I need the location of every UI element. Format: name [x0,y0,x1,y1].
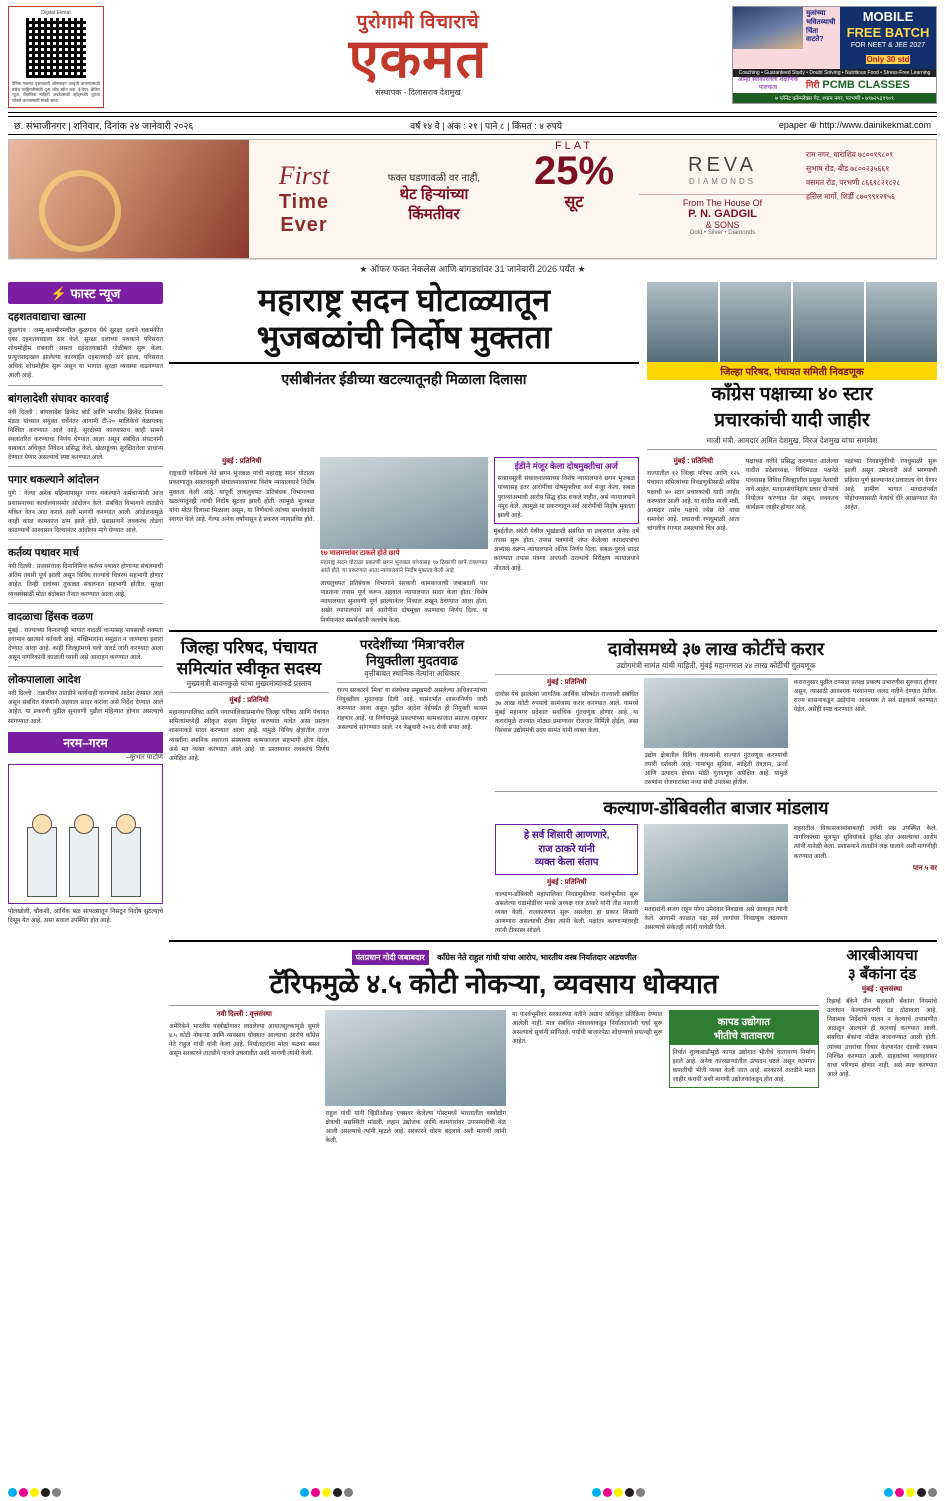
news-body: कुळगाव : जम्मू-काश्मीरमधील कुळगाव येथे सुरक्षा दलाने चकमकीत एका दहशतवाद्याला ठार केले. सुरक्षा दलाच्या पथकाने परिसरात शोधमोहीम राबवली असता दहशतवाद्यांनी गोळीबार सुरू केला. प्रत्युत्तरादाखल झालेल्या कारवाईत दहशतवादी ठार झाला. परिसरात अधिक शोधमोहीम सुरू असून या भागात सुरक्षा व्यवस्था वाढवण्यात आली आहे. [8,326,163,380]
lightning-icon: ⚡ [50,285,67,301]
ad-free-batch-label: FREE BATCH [846,25,930,40]
lead-photo [320,457,487,549]
mitra-headline-1: परदेशींच्या 'मित्रा'वरील [359,636,465,652]
kalyan-body-1: कल्याण-डोंबिवली महापालिका निवडणुकीच्या पार्श्वभूमीवर सुरू असलेल्या घडामोडींवर मनसे अध्यक्ष राज ठाकरे यांनी तीव्र नाराजी व्यक्त केली. राजकारणात सुरू असलेला हा प्रकार शिसारी आणणारा असल्याची टीका त्यांनी केली. पक्षांतर करणाऱ्यांवरही त्यांनी टीकास्त्र सोडले. [495,890,639,935]
news-title: कर्तव्य पथावर मार्च [8,547,79,560]
right-body-3: पक्षांच्या निवडणुकीची रणधुमाळी सुरू झाली असून उमेदवारी अर्ज भरण्याची प्रक्रिया पूर्ण झाल्यानंतर प्रचाराला वेग येणार आहे. ग्रामीण भागात मतदारांपर्यंत पोहोचण्यासाठी नेत्यांचे दौरे आखण्यात येत आहेत. [844,458,938,511]
davos-headline: दावोसमध्ये ३७ लाख कोटींचे करार [607,638,825,659]
qr-title: Digital Ekmat [41,10,71,16]
textile-box-title-2: भीतीचे वातावरण [713,1030,774,1042]
fast-news-item[interactable] [8,392,163,463]
fast-news-item[interactable] [8,673,163,726]
news-body: नवी दिल्ली : तक्रारींवर तातडीने कार्यवाही करण्याचे आदेश देण्यात आले असून संबंधित यंत्रणांनी अहवाल सादर करावा असे निर्देश देण्यात आले आहेत. या प्रकरणी पुढील सुनावणी पुढील महिन्यात होणार असल्याचे सांगण्यात आले. [8,690,163,725]
house-label: From The House Of [639,194,806,208]
main-column [169,282,937,1146]
contact-item: हरिोल मार्गो, शिर्डी ८७०९९१२१५६ [806,192,895,202]
davos-body-2: उद्योग क्षेत्रातील विविध कंपन्यांनी राज्यात गुंतवणूक करण्याची तयारी दर्शवली आहे. पायाभूत सुविधा, माहिती तंत्रज्ञान, ऊर्जा आणि उत्पादन क्षेत्रात मोठी गुंतवणूक अपेक्षित आहे. यामुळे तरुणांना रोजगाराच्या नव्या संधी उपलब्ध होतील. [644,751,788,787]
offer-line3: किंमतीवर [408,206,460,224]
news-title: बांगलादेशी संघावर कारवाई [8,392,109,405]
qr-caption: दैनिक एकमत वृत्तपत्राची ऑनलाइन आवृत्ती वाचण्यासाठी तसेच जाहिरातीसाठी QR कोड स्कॅन करा. ई-पेपर, ब्रेकिंग न्यूज, शैक्षणिक माहिती अपडेटसाठी व्हॉट्सअ‍ॅप ग्रुपला जोडले जाण्यासाठी संपर्क साधा. [12,81,100,104]
kalyan-body-3: शहरातील विकासकामांबाबतही त्यांनी प्रश्न उपस्थित केले. नागरिकांच्या मूलभूत सुविधांकडे दुर्लक्ष होत असल्याचा आरोप त्यांनी यावेळी केला. प्रशासनाने तातडीने लक्ष घालावे अशी मागणीही करण्यात आली. [793,825,937,860]
textile-box-text: निर्यात शुल्कवाढीमुळे कापड उद्योगात भीतीचे वातावरण निर्माण झाले आहे. अनेक कारखान्यांतील उत्पादन घटले असून कामगार कपातीची भीती व्यक्त केली जात आहे. सरकारने तातडीने मदत जाहीर करावी अशी मागणी उद्योजकांकडून होत आहे. [672,1048,815,1084]
lead-headline-line2: भुजबळांची निर्दोष मुक्तता [256,319,552,356]
rbi-body: रिझर्व्ह बँकेने तीन सहकारी बँकांना नियमांचे उल्लंघन केल्याप्रकरणी दंड ठोठावला आहे. नियामक निर्देशांचे पालन न केल्याचे तपासणीत आढळून आल्याने ही कारवाई करण्यात आली. संबंधित बँकांना नोटीस बजावण्यात आली होती. त्यांच्या उत्तरांचा विचार केल्यानंतर दंडाची रक्कम निश्चित करण्यात आली. ग्राहकांच्या व्यवहारांवर याचा परिणाम होणार नाही, असे स्पष्ट करण्यात आले आहे. [827,997,937,1079]
fast-news-header [8,282,163,304]
lead-body-3: मुंबईतील अंधेरी येथील भूखंडाशी संबंधित या प्रकरणात अनेक वर्षे तपास सुरू होता. तपास यंत्रणांनी जप्त केलेल्या कागदपत्रांचा अभ्यास करून न्यायालयाने अंतिम निर्णय दिला. सबळ पुरावे सादर करण्यात तपास यंत्रणा अपयशी ठरल्याचे निरीक्षण न्यायालयाने नोंदवले आहे. [493,527,639,572]
kalyan-body-2: मतदारांनी सजग राहून योग्य उमेदवार निवडावा असे आवाहन त्यांनी केले. आगामी काळात पक्ष सर्व जागांवर निवडणूक लढवणार असल्याचे संकेतही त्यांनी यावेळी दिले. [644,906,788,932]
lead-box-col [494,457,639,624]
zp-body: महानगरपालिका आणि नगरपालिकांप्रमाणेच जिल्हा परिषद आणि पंचायत समित्यांमध्येही स्वीकृत सदस्य नियुक्त करण्यात यावेत असा प्रस्ताव शासनाकडे सादर करण्यात आला आहे. यामुळे विविध क्षेत्रांतील तज्ज्ञ व्यक्तींना स्थानिक स्वराज्य संस्थांच्या कामकाजात सहभागी होता येईल, असे मत व्यक्त करण्यात आले आहे. या प्रस्तावावर लवकरच निर्णय अपेक्षित आहे. [169,709,329,762]
top-advertisement[interactable] [732,6,937,104]
masthead [8,6,937,113]
rbi-headline-1: आरबीआयचा [846,947,918,965]
tariff-story[interactable] [169,947,819,1145]
right-headline-line2: प्रचारकांची यादी जाहीर [714,410,870,432]
right-subheadline: माजी मंत्री, आमदार अमित देशमुख, विरज देशमुख यांचा समावेश [647,436,937,450]
masthead-kicker: पुरोगामी विचाराचे [356,12,480,33]
tariff-subhead: काँग्रेस नेते राहुल गांधी यांचा आरोप, भारतीय वस्त्र निर्यातदार अडचणीत [437,953,637,963]
zp-byline: मुंबई : प्रतिनिधी [229,697,269,705]
page-reference[interactable]: पान ५ वर [913,864,937,872]
cartoon-section [8,732,163,925]
news-title: लोकपालाला आदेश [8,674,81,687]
lead-box-title: ईडीने मंजूर केला दोषमुक्तीचा अर्ज [514,461,618,472]
lead-col-1 [169,457,314,624]
lead-photo-kicker: १७ मालमत्तांवर टाकले होते छापे [320,550,400,558]
color-swatch-group [884,1488,937,1497]
contact-item: सुभाष रोड, बीड ७८००२३५६६१ [806,163,890,173]
tariff-headline: टॅरिफमुळे ४.५ कोटी नोकऱ्या, व्यवसाय धोक्यात [269,969,719,1000]
tariff-byline: नवी दिल्ली : वृत्तसंस्था [216,1010,272,1018]
kalyan-byline: मुंबई : प्रतिनिधी [546,878,587,886]
registration-color-bars [8,1488,937,1497]
news-body: मुंबई : राज्याच्या किनारपट्टी भागात वादळी वाऱ्यासह पावसाची शक्यता हवामान खात्याने वर्तवली आहे. मच्छिमारांना समुद्रात न जाण्याचा इशारा देण्यात आला आहे. काही जिल्ह्यांमध्ये यलो अलर्ट जारी करण्यात आला असून नागरिकांनी काळजी घ्यावी असे आवाहन करण्यात आले. [8,626,163,662]
kalyan-pullquote [495,824,638,875]
davos-story[interactable] [495,637,937,936]
lead-headline-line1: महाराष्ट्र सदन घोटाळ्यातून [258,281,550,318]
brand-subtitle: DIAMONDS [688,176,757,186]
lead-subheadline: एसीबीनंतर ईडीच्या खटल्यातूनही मिळाला दिलासा [281,371,527,388]
lead-body-1: राष्ट्रवादी काँग्रेसचे नेते छगन भुजबळ यांची महाराष्ट्र सदन घोटाळा प्रकरणातून सक्तवसुली संचालनालयाच्या विशेष न्यायालयाने निर्दोष मुक्तता केली आहे. यापूर्वी लाचलुचपत प्रतिबंधक विभागाच्या खटल्यातूनही त्यांची निर्दोष सुटका झाली होती. त्यामुळे भुजबळ यांना मोठा दिलासा मिळाला असून, या निर्णयाचे त्यांच्या समर्थकांनी स्वागत केले आहे. गेल्या अनेक वर्षांपासून हे प्रकरण न्यायप्रविष्ट होते. [169,470,315,523]
qr-code-icon [26,18,86,78]
tariff-photo [325,1010,506,1106]
jewellery-advertisement[interactable] [8,139,937,277]
offer-line1: फक्त घडणावळी वर नाही, [387,172,481,184]
left-column [8,282,163,1146]
qr-box [8,6,104,108]
ad-exam-label: FOR NEET & JEE 2027 [850,42,926,49]
textile-box-title-1: कापड उद्योगात [717,1016,770,1028]
ad-mobile-label: MOBILE [862,9,914,24]
right-top-story [647,282,937,454]
mitra-story[interactable] [337,637,487,936]
date-bar [8,116,937,135]
kalyan-photo [644,824,787,902]
cartoon-image [8,764,163,904]
lead-body-2: लाचलुचपत प्रतिबंधक विभागाने सरकारी कामकाजाची जबाबदारी पार पाडताना तपास पूर्ण करून अहवाल न्यायालयात सादर केला होता. विशेष न्यायालयात सुनावणी पूर्ण झाल्यानंतर निकाल राखून ठेवण्यात आला होता. अखेर न्यायालयाने सर्व आरोपींना दोषमुक्त करण्याचा निर्णय दिला. या निर्णयानंतर समर्थकांनी जल्लोष केला. [320,579,488,624]
main-content-grid [8,282,937,1146]
discount-percent: 25% [533,148,615,193]
right-body-1: राज्यातील १२ जिल्हा परिषद आणि १२५ पंचायत समित्यांच्या निवडणुकीसाठी काँग्रेस पक्षाची ४० स्टार प्रचारकांची यादी जाहीर करण्यात आली आहे. या यादीत माजी मंत्री, आमदार तसेच पक्षाचे ज्येष्ठ नेते यांचा समावेश आहे. प्रचाराची रणधुमाळी आता चांगलीच रंगणार असल्याचे चित्र आहे. [647,470,740,533]
news-body: नवी दिल्ली : बांगलादेश क्रिकेट बोर्ड आणि भारतीय क्रिकेट नियामक मंडळ यांच्यात संयुक्त चर्चेनंतर आगामी टी-२० मालिकेचे वेळापत्रक निश्चित करण्यात आले आहे. सुरक्षेच्या कारणास्तव काही सामने स्थलांतरित करण्याचा निर्णय घेण्यात आला असून संबंधित संघटनांनी याबाबत अधिकृत निवेदन प्रसिद्ध केले. खेळाडूंच्या सुरक्षिततेला प्राधान्य देण्यात येणार असल्याचे स्पष्ट करण्यात आले. [8,408,163,462]
news-body: नवी दिल्ली : प्रजासत्ताक दिनानिमित्त कर्तव्य पथावर होणाऱ्या संचलनाची अंतिम तयारी पूर्ण झाली असून विविध राज्यांचे चित्ररथ सहभागी होणार आहेत. तिन्ही दलांच्या तुकड्या संचलनात सहभागी होतील. सुरक्षा व्यवस्थेसाठी मोठा बंदोबस्त तैनात करण्यात आला आहे. [8,563,163,598]
right-body-2: पक्षाच्या वतीने प्रसिद्ध करण्यात आलेल्या यादीत प्रदेशाध्यक्ष, विधिमंडळ पक्षनेते यांच्यासह विविध जिल्ह्यांतील प्रमुख नेत्यांची नावे आहेत. मतदारसंघनिहाय प्रचार दौऱ्यांचे नियोजन करण्यात येत असून, लवकरच कार्यक्रम जाहीर होणार आहे. [745,458,839,511]
bottom-section [169,947,937,1145]
right-headline-line1: काँग्रेस पक्षाच्या ४० स्टार [711,383,873,405]
epaper-link[interactable]: epaper ⊕ http://www.dainikekmat.com [778,119,931,130]
ad-pcmb-label: PCMB CLASSES [822,78,910,91]
mitra-body: राज्य सरकारने 'मित्रा' या संस्थेच्या प्रमुखपदी असलेल्या अधिकाऱ्यांच्या नियुक्तीला मुदतवाढ दिली आहे. यासंदर्भात शासननिर्णय जारी करण्यात आला असून पुढील आदेश येईपर्यंत ही नियुक्ती कायम राहणार आहे. या निर्णयामुळे प्रकल्पांच्या कामकाजात सातत्य राहणार असल्याचे सांगण्यात आले. २१ फेब्रुवारी २०२६ रोजी संपत आहे. [337,687,487,731]
news-body: पुणे : गेल्या अनेक महिन्यांपासून पगार थकल्याने कर्मचाऱ्यांनी आज प्रशासनाच्या कार्यालयासमोर आंदोलन केले. संबंधित विभागाने तातडीने थकित वेतन अदा करावे अशी मागणी करण्यात आली. आंदोलनामुळे काही काळ कामकाज ठप्प झाले होते. प्रशासनाने लवकरच तोडगा काढण्याचे आश्वासन दिल्यानंतर आंदोलन मागे घेण्यात आले. [8,490,163,534]
cartoonist-name: –कुंभार पाटोणे [125,753,163,761]
flat-label: FLAT [554,139,594,152]
lead-photo-col [320,457,487,624]
portrait [866,282,937,362]
zp-headline-1: जिल्हा परिषद, पंचायत [180,637,318,657]
davos-photo [644,678,787,748]
color-swatch-group [592,1488,645,1497]
ad-time: Time [278,190,330,213]
brand-block [639,140,806,258]
ad-only-label: Only 30 std [866,55,910,64]
tariff-body-2: राहुल गांधी यांनी व्हिडीओसह एक्सवर केलेल्या पोस्टमध्ये भारतातील वस्त्रोद्योग क्षेत्राची सद्यस्थिती मांडली. लहान उद्योजक आणि कामगारांवर उपासमारीची वेळ आली असल्याचे त्यांनी म्हटले आहे. सरकारने धोरण बदलावे अशी मागणी त्यांनी केली. [325,1109,507,1145]
fast-news-item[interactable] [8,473,163,535]
brand-name: REVA [688,153,757,176]
tariff-badge: पंतप्रधान गोदी जबाबदार [352,950,429,965]
discount-word: सूट [564,193,584,211]
lead-story-header [169,282,639,454]
ad-we-provide: आम्ही स्वीकारलेला शैक्षणिक पालकत्व [737,77,799,91]
davos-subhead: उद्योगमंत्री सामंत यांची माहिती, मुंबई महानगरात २४ लाख कोटींची गुंतवणूक [495,661,937,675]
fast-news-item[interactable] [8,546,163,599]
discount-block [509,140,639,258]
offer-validity-note: ★ ऑफर फक्त नेकलेस आणि बांगड्यांवर 31 जानेवारी 2026 पर्यंत ★ [8,259,937,277]
pullquote-line3: व्यक्त केला संताप [534,857,599,869]
ad-ever: Ever [280,213,328,236]
right-col-3 [844,457,937,533]
jewellery-model-photo [9,140,249,258]
right-byline: मुंबई : प्रतिनिधी [673,458,714,466]
lead-byline: मुंबई : प्रतिनिधी [221,458,262,466]
leader-portraits [647,282,937,362]
fast-news-label: फास्ट न्यूज [70,285,121,301]
news-title: वादळाचा हिंसक वळण [8,610,93,623]
contact-item: वसमत रोड, परभणी ८६६९८२१८२८ [806,178,901,188]
lead-box-text: सक्तवसुली संचालनालयाच्या विशेष न्यायालयाने छगन भुजबळ यांच्यासह इतर आरोपींचा दोषमुक्तीचा अर्ज मंजूर केला. सबळ पुराव्यांअभावी आरोप सिद्ध होऊ शकले नाहीत, असे न्यायालयाने नमूद केले. त्यामुळे या प्रकरणातून सर्व आरोपींची निर्दोष मुक्तता झाली आहे. [497,475,635,519]
kalyan-story[interactable] [495,796,937,935]
portrait [793,282,864,362]
contact-item: राम नगर, धाराशिव ७८००१९८०९ [806,149,894,159]
offer-line2: थेट हिऱ्यांच्या [399,186,469,204]
edition-date: छ. संभाजीनगर | शनिवार, दिनांक २४ जानेवारी २०२६ [14,120,194,132]
ad-contact-list [806,140,936,258]
pn-sons: & SONS [705,219,740,230]
right-col-1 [647,457,740,533]
lead-photo-caption: महाराष्ट्र सदन घोटाळा प्रकरणी छगन भुजबळ यांच्यासह १७ ठिकाणी छापे टाकण्यात आले होते. या प्रकरणात आता न्यायालयाने निर्दोष मुक्तता केली आहे. [320,560,488,575]
issue-info: वर्ष १४ वे | अंक : २१ | पाने ८ | किंमत : ४ रुपये [410,120,563,131]
rbi-byline: मुंबई : वृत्तसंस्था [861,985,903,993]
narm-garam-header: नरम–गरम [8,732,163,753]
ad-person-photo [733,7,803,49]
zp-story[interactable] [169,637,329,936]
mitra-subhead: वृत्तीबाबत स्थानिक नेत्यांना अधिकार [337,669,487,683]
portrait [647,282,718,362]
davos-body-3: करारानुसार पुढील टप्प्यात प्रत्यक्ष प्रकल्प उभारणीस सुरुवात होणार असून, त्यासाठी आवश्यक परवानग्या जलद गतीने देण्यात येतील. राज्य शासनाकडून उद्योगांना आवश्यक ते सर्व सहकार्य करण्यात येईल, असेही स्पष्ट करण्यात आले. [793,678,937,714]
fast-news-item[interactable] [8,310,163,381]
masthead-founder: संस्थापक - दिलासराव देशमुख [375,88,461,98]
news-title: पगार थकल्याने आंदोलन [8,474,99,487]
tariff-body-3: या पार्श्वभूमीवर सरकारच्या वतीने अद्याप अधिकृत प्रतिक्रिया देण्यात आलेली नाही. मात्र संबंधित मंत्रालयाकडून निर्यातदारांशी चर्चा सुरू असल्याचे सूत्रांनी सांगितले. पर्यायी बाजारपेठा शोधण्याचे प्रयत्नही सुरू आहेत. [512,1010,663,1046]
color-swatch-group [300,1488,353,1497]
jewellery-offer-text [359,140,509,258]
davos-byline: मुंबई : प्रतिनिधी [546,678,587,686]
pn-gadgil: P. N. GADGIL [688,207,757,220]
pullquote-line1: हे सर्व शिसारी आणणारे, [523,830,610,842]
zp-subhead: मुख्यमंत्री बावनकुळे यांचा मुख्यमंत्र्यांकडे प्रस्ताव [169,679,329,693]
right-col-2 [746,457,839,533]
rbi-story[interactable] [827,947,937,1145]
mitra-headline-2: नियुक्तीला मुदतवाढ [366,652,458,668]
zp-headline-2: समित्यांत स्वीकृत सदस्य [176,658,322,678]
textile-box [669,1010,819,1089]
ad-address: ७ प्लॅनेट कॉम्प्लेक्स गेट, श्याम नगर, परभणी • ७९७२५३९९०९ [733,93,936,103]
ad-first: First [278,160,330,190]
davos-body-1: दावोस येथे झालेल्या जागतिक आर्थिक परिषदेत राज्याशी संबंधित ३७ लाख कोटी रुपयांचे सामंजस्य करार करण्यात आले. यामध्ये मुंबई महानगर प्रदेशात सर्वाधिक गुंतवणूक होणार आहे. या करारांमुळे राज्यात मोठ्या प्रमाणावर रोजगार निर्मिती होईल, असा विश्वास उद्योगमंत्री उदय सामंत यांनी व्यक्त केला. [495,690,639,735]
rbi-headline-2: ३ बँकांना दंड [847,966,917,984]
election-band: जिल्हा परिषद, पंचायत समिती निवडणूक [647,362,937,380]
news-title: दहशतवाद्याचा खात्मा [8,310,86,323]
ad-features: Coaching • Guaranteed Study • Doubt Solving • Nutritious Food • Stress-Free Learning [733,69,936,77]
first-time-ever-text [249,140,359,258]
ad-question: मुलांच्या भवितव्याची चिंता वाटते? [806,10,836,44]
kalyan-headline: कल्याण-डोंबिवलीत बाजार मांडलाय [603,798,829,819]
masthead-logo: एकमत [348,29,488,89]
color-swatch-group [8,1488,61,1497]
portrait [720,282,791,362]
tariff-body-1: अमेरिकेने भारतीय वस्त्रोद्योगावर लादलेल्या आयातशुल्कामुळे सुमारे ४.५ कोटी नोकऱ्या आणि व्यवसाय धोक्यात आल्याचा आरोप काँग्रेस नेते राहुल गांधी यांनी केला आहे. निर्यातदारांना मोठा फटका बसत असून सरकारने तातडीने पावले उचलावीत अशी मागणी त्यांनी केली. [169,1022,320,1058]
masthead-title [110,6,726,98]
cartoon-caption: पोलखोली, चौकशी, आर्थिक बळ सापळ्यातून निसटून निर्दोष सुटल्याचे दिसून येत आहे, असा सवाल उपस्थित होत आहे. [8,907,163,924]
fast-news-item[interactable] [8,610,163,663]
ad-giri-label: गिरी [806,80,820,91]
pullquote-line2: राज ठाकरे यांनी [538,843,595,855]
pn-sub: Gold • Silver • Diamonds [689,229,756,236]
